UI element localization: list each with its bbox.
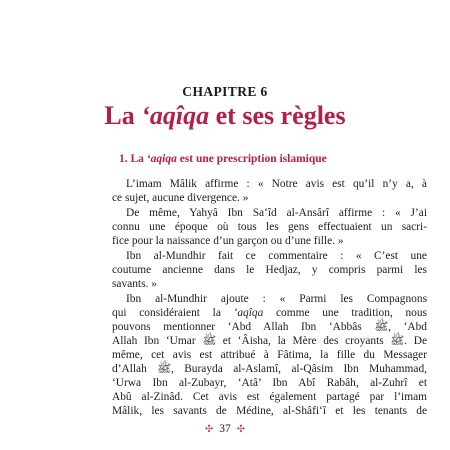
chapter-title-post: et ses règles <box>209 101 346 130</box>
body-line: savants. » <box>112 278 157 290</box>
page-folio <box>0 423 450 435</box>
chapter-title-italic: ‘aqîqa <box>141 101 210 130</box>
body-line: ce sujet, aucune divergence. » <box>112 192 249 204</box>
body-line: Ibn al-Mundhir fait ce commentaire : « C’est une <box>126 250 427 262</box>
body-line: même, cet avis est attribué à Fâtima, la fille du Messager <box>112 349 427 361</box>
chapter-title-pre: La <box>104 101 142 130</box>
body-line-part: qui considéraient la <box>112 307 234 319</box>
page-number: 37 <box>219 423 231 435</box>
body-line: Mâlik, les savants de Médine, al-Shâfi‘î et les tenants de <box>112 405 427 417</box>
body-line: Ibn al-Mundhir ajoute : « Parmi les Compagnons <box>126 293 427 305</box>
body-line <box>112 306 427 320</box>
body-line: pouvons mentionner ‘Abd Allah Ibn ‘Abbâs ﷺ, ‘Abd <box>112 321 427 333</box>
folio-ornament-right-icon: ✣ <box>236 424 246 435</box>
chapter-label: CHAPITRE 6 <box>182 84 268 99</box>
body-line: L’imam Mâlik affirme : « Notre avis est qu’il n’y a, à <box>126 178 427 190</box>
body-line-italic: ‘aqîqa <box>233 307 264 319</box>
body-line: Abû al-Zinâd. Cet avis est également partagé par l’imam <box>112 391 427 403</box>
body-line: fice pour la naissance d’un garçon ou d’une fille. » <box>112 235 344 247</box>
body-line: ‘Urwa Ibn al-Zubayr, ‘Atâ’ Ibn Abî Rabâh, al-Zuhrî et <box>112 377 427 389</box>
body-line-part: comme une tradition, nous <box>263 307 427 319</box>
body-line: Allah Ibn ‘Umar ﷺ et ‘Âisha, la Mère des croyants ﷺ. De <box>112 335 427 347</box>
folio-ornament-left-icon: ✣ <box>204 424 214 435</box>
section-heading-number: 1. La <box>119 153 147 165</box>
section-heading-italic: ‘aqiqa <box>146 153 177 165</box>
body-line: coutume ancienne dans le Hedjaz, y compris parmi les <box>112 264 427 276</box>
body-line: De même, Yahyâ Ibn Sa‘îd al-Ansârî affirme : « J’ai <box>126 207 427 219</box>
section-heading-rest: est une prescription islamique <box>176 153 327 165</box>
section-heading <box>119 153 327 165</box>
body-line: d’Allah ﷺ, Burayda al-Aslamî, al-Qâsim Ibn Muhammad, <box>112 363 427 375</box>
body-line: connu une époque où tous les gens effectuaient un sacri- <box>112 221 427 233</box>
chapter-title <box>0 99 450 133</box>
